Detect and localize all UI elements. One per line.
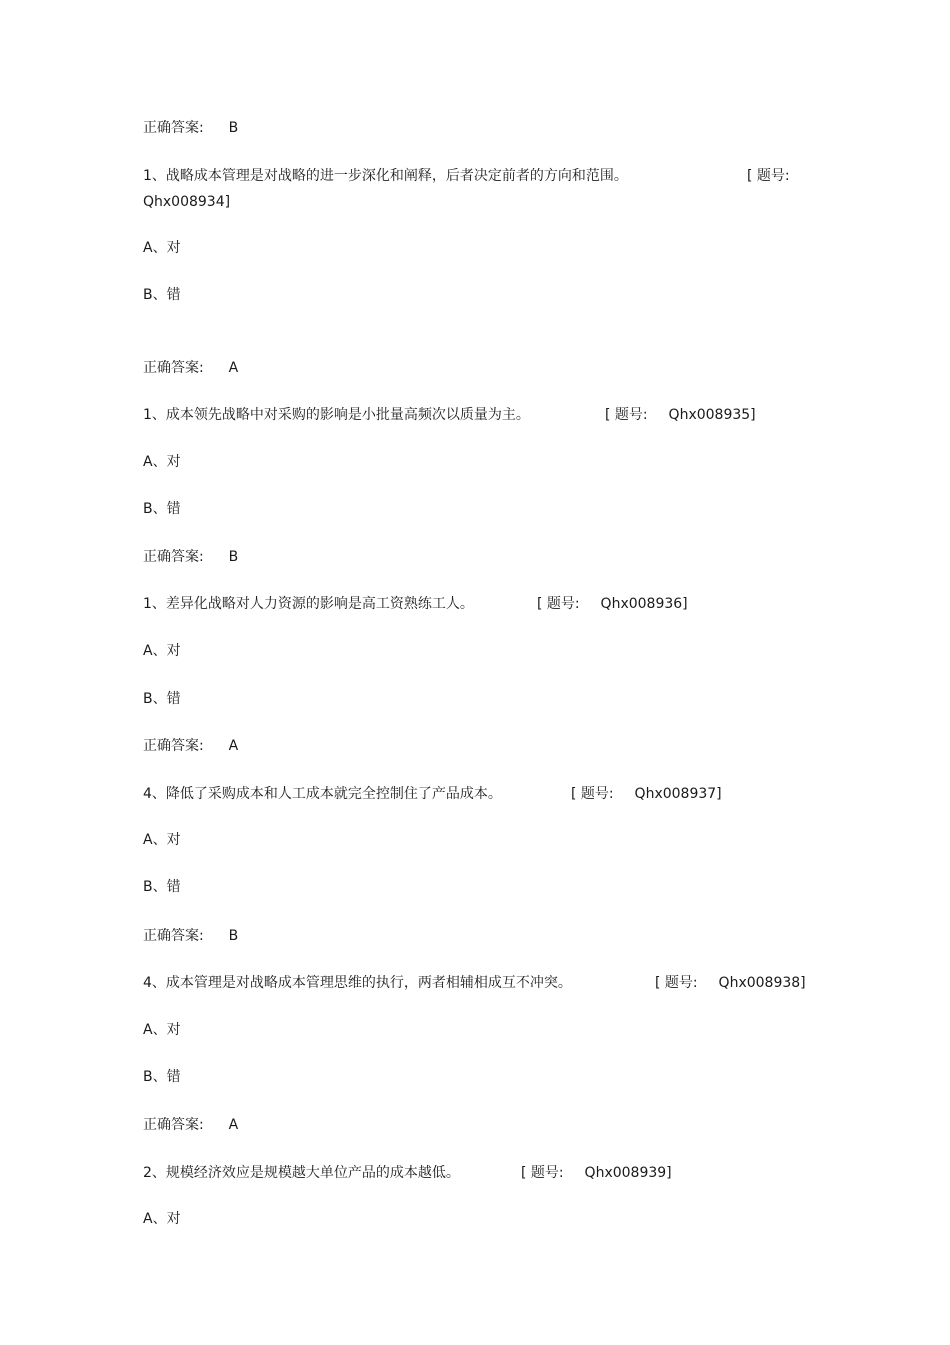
- option-b: [143, 689, 181, 709]
- question-id-label: [ 题号:: [521, 1165, 564, 1181]
- answer-line: [143, 118, 238, 138]
- question-id-tag: [655, 973, 806, 993]
- option-a-text: A、对: [143, 832, 181, 848]
- question-id-tag: [605, 405, 756, 425]
- answer-value: A: [228, 360, 239, 376]
- answer-label: 正确答案:: [143, 549, 204, 565]
- question-id-tag: [747, 166, 790, 186]
- option-b-text: B、错: [143, 1069, 181, 1085]
- option-b: [143, 285, 181, 305]
- option-a: [143, 830, 181, 850]
- question-id-value: Qhx008936]: [600, 596, 688, 612]
- question-id: [143, 192, 230, 212]
- question-stem: [143, 1163, 460, 1183]
- option-b-text: B、错: [143, 287, 181, 303]
- question-text: 2、规模经济效应是规模越大单位产品的成本越低。: [143, 1165, 460, 1181]
- option-b-text: B、错: [143, 879, 181, 895]
- answer-label: 正确答案:: [143, 360, 204, 376]
- question-stem: [143, 973, 572, 993]
- question-text: 1、差异化战略对人力资源的影响是高工资熟练工人。: [143, 596, 474, 612]
- answer-line: [143, 926, 238, 946]
- question-stem: [143, 784, 502, 804]
- question-id-value: Qhx008937]: [634, 786, 722, 802]
- question-id-tag: [537, 594, 688, 614]
- option-a: [143, 452, 181, 472]
- question-stem: [143, 405, 530, 425]
- option-a: [143, 1209, 181, 1229]
- question-text: 4、成本管理是对战略成本管理思维的执行，两者相辅相成互不冲突。: [143, 975, 572, 991]
- question-id-label: [ 题号:: [605, 407, 648, 423]
- question-id-tag: [571, 784, 722, 804]
- option-b-text: B、错: [143, 501, 181, 517]
- question-text: 4、降低了采购成本和人工成本就完全控制住了产品成本。: [143, 786, 502, 802]
- option-a: [143, 238, 181, 258]
- answer-label: 正确答案:: [143, 1117, 204, 1133]
- answer-value: B: [228, 549, 239, 565]
- question-id-label: [ 题号:: [655, 975, 698, 991]
- option-a-text: A、对: [143, 1022, 181, 1038]
- option-a-text: A、对: [143, 643, 181, 659]
- answer-label: 正确答案:: [143, 928, 204, 944]
- answer-value: B: [228, 120, 239, 136]
- option-b: [143, 499, 181, 519]
- question-id-value: Qhx008939]: [584, 1165, 672, 1181]
- question-stem: [143, 594, 474, 614]
- question-id-label: [ 题号:: [571, 786, 614, 802]
- answer-value: A: [228, 738, 239, 754]
- answer-label: 正确答案:: [143, 738, 204, 754]
- question-id-value: Qhx008934]: [143, 194, 231, 210]
- option-a-text: A、对: [143, 1211, 181, 1227]
- question-text: 1、战略成本管理是对战略的进一步深化和阐释，后者决定前者的方向和范围。: [143, 168, 628, 184]
- option-a-text: A、对: [143, 240, 181, 256]
- question-id-tag: [521, 1163, 672, 1183]
- question-id-label: [ 题号:: [747, 168, 790, 184]
- answer-line: [143, 547, 238, 567]
- answer-line: [143, 736, 238, 756]
- answer-value: A: [228, 1117, 239, 1133]
- option-a-text: A、对: [143, 454, 181, 470]
- answer-line: [143, 358, 238, 378]
- option-a: [143, 641, 181, 661]
- question-text: 1、成本领先战略中对采购的影响是小批量高频次以质量为主。: [143, 407, 530, 423]
- answer-line: [143, 1115, 238, 1135]
- question-id-value: Qhx008935]: [668, 407, 756, 423]
- question-id-value: Qhx008938]: [718, 975, 806, 991]
- option-b: [143, 1067, 181, 1087]
- answer-label: 正确答案:: [143, 120, 204, 136]
- question-id-label: [ 题号:: [537, 596, 580, 612]
- answer-value: B: [228, 928, 239, 944]
- option-b: [143, 877, 181, 897]
- option-b-text: B、错: [143, 691, 181, 707]
- question-stem: [143, 166, 628, 186]
- option-a: [143, 1020, 181, 1040]
